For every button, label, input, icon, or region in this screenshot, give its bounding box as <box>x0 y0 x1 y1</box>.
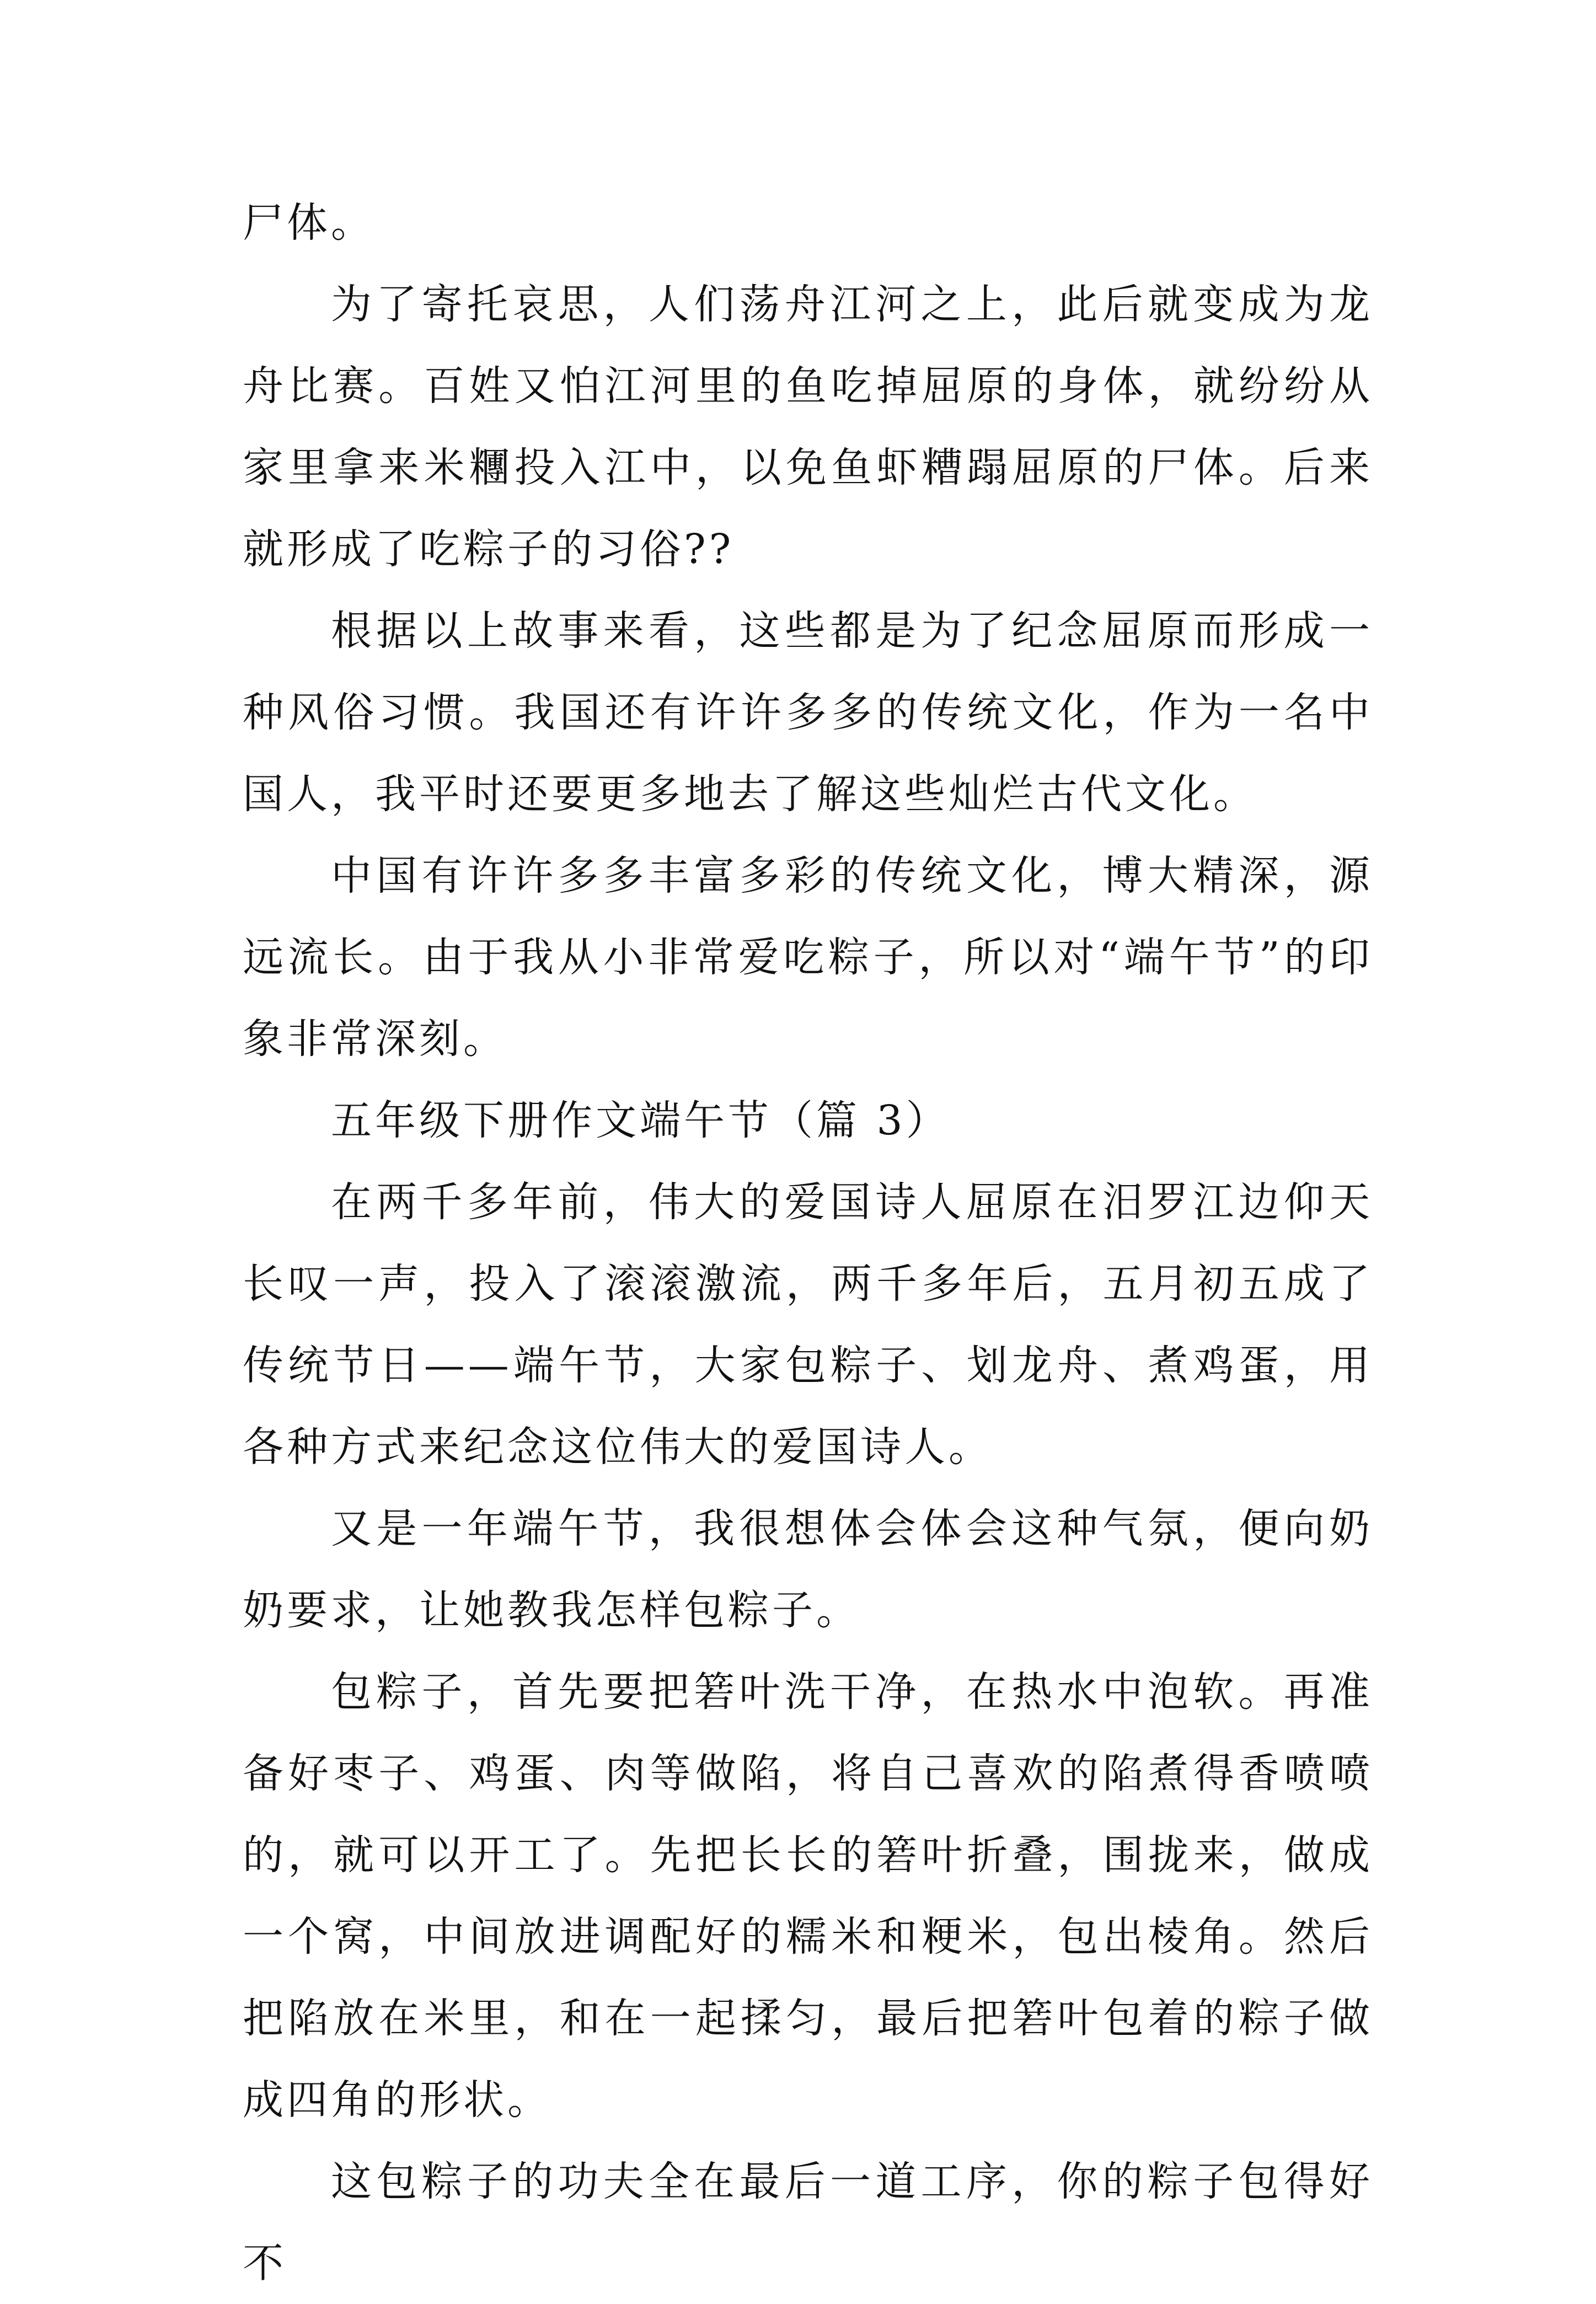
paragraph: 这包粽子的功夫全在最后一道工序，你的粽子包得好不 <box>243 2158 1373 2287</box>
paragraph: 中国有许许多多丰富多彩的传统文化，博大精深，源远流长。由于我从小非常爱吃粽子，所以对“端午节”的印象非常深刻。 <box>243 852 1373 1063</box>
paragraph-continuation: 尸体。 <box>243 199 375 247</box>
paragraph: 包粽子，首先要把箬叶洗干净，在热水中泡软。再准备好枣子、鸡蛋、肉等做陷，将自己喜欢的陷煮得香喷喷的，就可以开工了。先把长长的箬叶折叠，围拢来，做成一个窝，中间放进调配好的糯米和粳米，包出棱角。然后把陷放在米里，和在一起揉匀，最后把箬叶包着的粽子做成四角的形状。 <box>243 1668 1373 2124</box>
paragraph: 在两千多年前，伟大的爱国诗人屈原在汨罗江边仰天长叹一声，投入了滚滚激流，两千多年后，五月初五成了传统节日——端午节，大家包粽子、划龙舟、煮鸡蛋，用各种方式来纪念这位伟大的爱国诗人。 <box>243 1178 1373 1471</box>
paragraph: 根据以上故事来看，这些都是为了纪念屈原而形成一种风俗习惯。我国还有许许多多的传统文化，作为一名中国人，我平时还要更多地去了解这些灿烂古代文化。 <box>243 607 1373 818</box>
body-text <box>243 182 1373 2304</box>
paragraph: 为了寄托哀思，人们荡舟江河之上，此后就变成为龙舟比赛。百姓又怕江河里的鱼吃掉屈原的身体，就纷纷从家里拿来米糰投入江中，以免鱼虾糟蹋屈原的尸体。后来就形成了吃粽子的习俗?? <box>243 281 1373 573</box>
section-heading: 五年级下册作文端午节（篇 3） <box>331 1097 950 1144</box>
paragraph: 又是一年端午节，我很想体会体会这种气氛，便向奶奶要求，让她教我怎样包粽子。 <box>243 1505 1373 1634</box>
